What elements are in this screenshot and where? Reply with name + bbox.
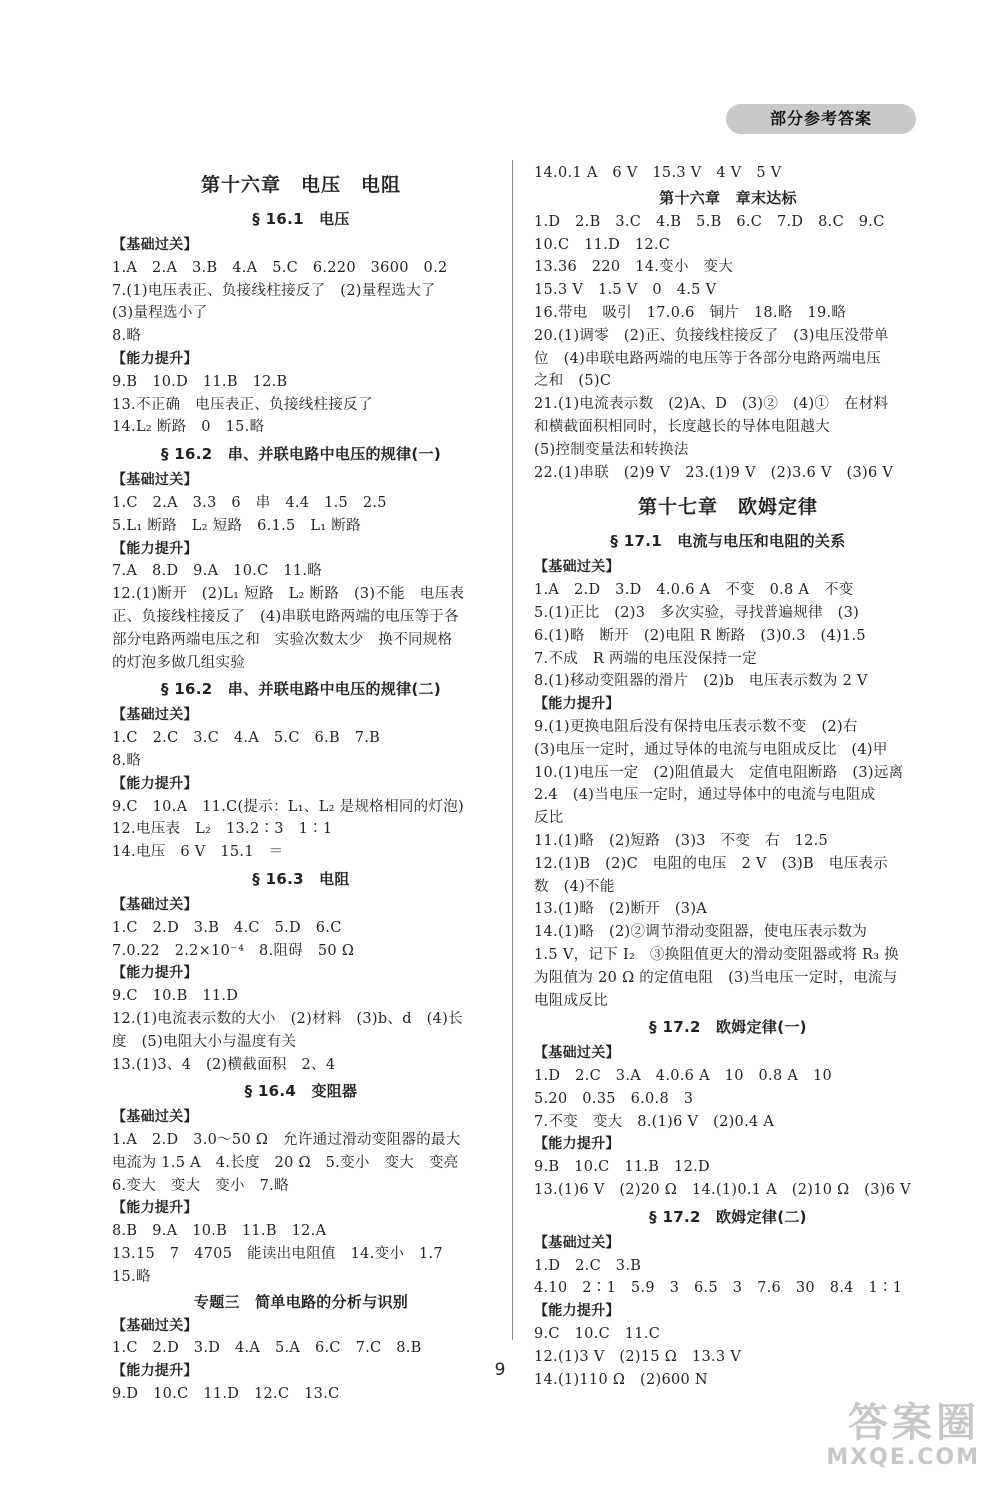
answer-line: 9.B 10.C 11.B 12.D bbox=[534, 1159, 710, 1176]
answer-line: 1.5 V，记下 I₂ ③换阻值更大的滑动变阻器或将 R₃ 换 bbox=[534, 946, 900, 963]
chapter-title: 第十六章 电压 电阻 bbox=[200, 174, 401, 196]
category-tag: 【能力提升】 bbox=[112, 965, 198, 982]
answer-line: 电阻成反比 bbox=[534, 992, 608, 1009]
answer-line: 6.(1)略 断开 (2)电阻 R 断路 (3)0.3 (4)1.5 bbox=[534, 627, 866, 644]
answer-line: 10.C 11.D 12.C bbox=[534, 236, 671, 253]
section-heading: § 16.1 电压 bbox=[252, 210, 350, 228]
section-heading: § 17.1 电流与电压和电阻的关系 bbox=[610, 532, 846, 551]
answer-line: 7.A 8.D 9.A 10.C 11.略 bbox=[112, 563, 323, 580]
answer-line: 和横截面积相同时，长度越长的导体电阻越大 bbox=[534, 418, 830, 435]
section-heading: § 16.4 变阻器 bbox=[244, 1082, 358, 1101]
answer-line: 11.(1)略 (2)短路 (3)3 不变 右 12.5 bbox=[534, 832, 829, 849]
answer-line: 正、负接线柱接反了 (4)串联电路两端的电压等于各 bbox=[112, 608, 460, 625]
right-column bbox=[534, 162, 922, 1391]
answer-line: 12.(1)断开 (2)L₁ 短路 L₂ 断路 (3)不能 电压表 bbox=[112, 586, 465, 603]
section-heading: § 16.2 串、并联电路中电压的规律(一) bbox=[160, 445, 442, 464]
answer-line: 之和 (5)C bbox=[534, 373, 612, 390]
category-tag: 【能力提升】 bbox=[112, 775, 198, 792]
category-tag: 【基础过关】 bbox=[112, 472, 198, 489]
watermark bbox=[826, 1401, 980, 1471]
category-tag: 【能力提升】 bbox=[534, 696, 620, 713]
answer-line: 2.4 (4)当电压一定时，通过导体中的电流与电阻成 bbox=[534, 787, 876, 804]
answer-line: 13.(1)6 V (2)20 Ω 14.(1)0.1 A (2)10 Ω (3)6 V bbox=[534, 1182, 911, 1199]
category-tag: 【能力提升】 bbox=[534, 1136, 620, 1153]
answer-line: 20.(1)调零 (2)正、负接线柱接反了 (3)电压没带单 bbox=[534, 327, 889, 344]
category-tag: 【能力提升】 bbox=[534, 1303, 620, 1320]
answer-line: (3)电压一定时，通过导体的电流与电阻成反比 (4)甲 bbox=[534, 741, 888, 758]
answer-line: 4.10 2∶1 5.9 3 6.5 3 7.6 30 8.4 1∶1 bbox=[534, 1280, 903, 1297]
answer-line: 1.D 2.C 3.B bbox=[534, 1257, 642, 1274]
watermark-url: MXQE.COM bbox=[826, 1445, 980, 1470]
category-tag: 【基础过关】 bbox=[112, 1317, 198, 1334]
answer-line: (5)控制变量法和转换法 bbox=[534, 441, 689, 458]
answer-line: 14.L₂ 断路 0 15.略 bbox=[112, 419, 265, 436]
answer-line: 8.略 bbox=[112, 752, 142, 769]
answer-line: 13.(1)3、4 (2)横截面积 2、4 bbox=[112, 1056, 336, 1073]
category-tag: 【能力提升】 bbox=[112, 540, 198, 557]
column-divider bbox=[512, 160, 513, 1340]
category-tag: 【基础过关】 bbox=[534, 1234, 620, 1251]
answer-line: 1.D 2.C 3.A 4.0.6 A 10 0.8 A 10 bbox=[534, 1068, 833, 1085]
answer-line: 7.不变 变大 8.(1)6 V (2)0.4 A bbox=[534, 1113, 775, 1130]
watermark-logo: 答案圈 bbox=[848, 1400, 980, 1446]
answer-line: 12.(1)电流表示数的大小 (2)材料 (3)b、d (4)长 bbox=[112, 1010, 463, 1027]
page-number: 9 bbox=[494, 1360, 506, 1380]
answer-line: 12.(1)B (2)C 电阻的电压 2 V (3)B 电压表示 bbox=[534, 855, 888, 872]
answer-line: 1.D 2.B 3.C 4.B 5.B 6.C 7.D 8.C 9.C bbox=[534, 213, 885, 230]
answer-line: 13.15 7 4705 能读出电阻值 14.变小 1.7 bbox=[112, 1246, 443, 1263]
answer-line: 9.C 10.A 11.C(提示：L₁、L₂ 是规格相同的灯泡) bbox=[112, 798, 465, 815]
answer-line: 21.(1)电流表示数 (2)A、D (3)② (4)① 在材料 bbox=[534, 396, 889, 413]
answer-line: 7.(1)电压表正、负接线柱接反了 (2)量程选大了 bbox=[112, 282, 436, 299]
answer-line: 7.0.22 2.2×10⁻⁴ 8.阻碍 50 Ω bbox=[112, 942, 355, 959]
subsection-heading: 第十六章 章末达标 bbox=[659, 188, 797, 207]
category-tag: 【能力提升】 bbox=[112, 1200, 198, 1217]
answer-line: 13.36 220 14.变小 变大 bbox=[534, 259, 734, 276]
category-tag: 【基础过关】 bbox=[534, 1045, 620, 1062]
answer-line: 13.不正确 电压表正、负接线柱接反了 bbox=[112, 396, 373, 413]
answer-line: 8.(1)移动变阻器的滑片 (2)b 电压表示数为 2 V bbox=[534, 673, 868, 690]
section-badge: 部分参考答案 bbox=[726, 104, 916, 134]
answer-line: 1.A 2.D 3.0～50 Ω 允许通过滑动变阻器的最大 bbox=[112, 1132, 461, 1149]
answer-line: 5.L₁ 断路 L₂ 短路 6.1.5 L₁ 断路 bbox=[112, 517, 361, 534]
answer-line: 1.C 2.D 3.B 4.C 5.D 6.C bbox=[112, 919, 342, 936]
answer-line: 9.C 10.B 11.D bbox=[112, 988, 239, 1005]
answer-line: 15.略 bbox=[112, 1268, 151, 1285]
answer-line: 6.变大 变大 变小 7.略 bbox=[112, 1177, 289, 1194]
answer-line: 22.(1)串联 (2)9 V 23.(1)9 V (2)3.6 V (3)6 V bbox=[534, 464, 894, 481]
answer-line: 14.电压 6 V 15.1 ＝ bbox=[112, 844, 284, 861]
answer-line: 15.3 V 1.5 V 0 4.5 V bbox=[534, 282, 717, 299]
answer-line: 8.略 bbox=[112, 328, 142, 345]
category-tag: 【基础过关】 bbox=[112, 237, 198, 253]
answer-line: 9.(1)更换电阻后没有保持电压表示数不变 (2)右 bbox=[534, 718, 858, 735]
answer-line: 反比 bbox=[534, 810, 564, 827]
answer-line: 13.(1)略 (2)断开 (3)A bbox=[534, 901, 708, 918]
category-tag: 【基础过关】 bbox=[112, 1109, 198, 1126]
chapter-title: 第十七章 欧姆定律 bbox=[637, 496, 818, 519]
category-tag: 【基础过关】 bbox=[112, 896, 198, 913]
answer-line: 电流为 1.5 A 4.长度 20 Ω 5.变小 变大 变亮 bbox=[112, 1154, 459, 1171]
left-column bbox=[112, 162, 490, 1406]
answer-line: 12.电压表 L₂ 13.2∶3 1∶1 bbox=[112, 821, 333, 838]
answer-line: 度 (5)电阻大小与温度有关 bbox=[112, 1033, 297, 1050]
answer-line: 10.(1)电压一定 (2)阻值最大 定值电阻断路 (3)远离 bbox=[534, 764, 904, 781]
answer-line: 14.(1)略 (2)②调节滑动变阻器，使电压表示数为 bbox=[534, 924, 868, 941]
answer-line: 5.(1)正比 (2)3 多次实验，寻找普遍规律 (3) bbox=[534, 604, 860, 621]
answer-line: 8.B 9.A 10.B 11.B 12.A bbox=[112, 1223, 327, 1240]
answer-line: 16.带电 吸引 17.0.6 铜片 18.略 19.略 bbox=[534, 304, 847, 321]
section-heading: § 16.3 电阻 bbox=[252, 869, 350, 888]
answer-line: 14.0.1 A 6 V 15.3 V 4 V 5 V bbox=[534, 165, 782, 181]
answer-line: 7.不成 R 两端的电压没保持一定 bbox=[534, 650, 757, 667]
answer-line: 5.20 0.35 6.0.8 3 bbox=[534, 1090, 694, 1107]
answer-line: 14.(1)110 Ω (2)600 N bbox=[534, 1371, 708, 1388]
section-heading: § 16.2 串、并联电路中电压的规律(二) bbox=[160, 680, 442, 699]
answer-line: 位 (4)串联电路两端的电压等于各部分电路两端电压 bbox=[534, 350, 882, 367]
answer-line: 9.C 10.C 11.C bbox=[534, 1326, 661, 1343]
category-tag: 【基础过关】 bbox=[112, 707, 198, 724]
category-tag: 【能力提升】 bbox=[112, 350, 198, 367]
answer-line: 数 (4)不能 bbox=[534, 878, 615, 895]
answer-line: 1.A 2.D 3.D 4.0.6 A 不变 0.8 A 不变 bbox=[534, 582, 854, 599]
answer-line: 部分电路两端电压之和 实验次数太少 换不同规格 bbox=[112, 631, 453, 648]
answer-line: 1.C 2.A 3.3 6 串 4.4 1.5 2.5 bbox=[112, 494, 387, 511]
answer-line: 1.C 2.D 3.D 4.A 5.A 6.C 7.C 8.B bbox=[112, 1340, 422, 1357]
answer-line: 1.C 2.C 3.C 4.A 5.C 6.B 7.B bbox=[112, 730, 381, 747]
section-heading: § 17.2 欧姆定律(二) bbox=[649, 1207, 807, 1226]
answer-line: (3)量程选小了 bbox=[112, 305, 208, 322]
answer-line: 9.B 10.D 11.B 12.B bbox=[112, 373, 288, 390]
subsection-heading: 专题三 简单电路的分析与识别 bbox=[193, 1292, 409, 1311]
category-tag: 【基础过关】 bbox=[534, 559, 620, 576]
section-heading: § 17.2 欧姆定律(一) bbox=[649, 1018, 807, 1037]
answer-line: 12.(1)3 V (2)15 Ω 13.3 V bbox=[534, 1348, 742, 1365]
category-tag: 【能力提升】 bbox=[112, 1363, 198, 1380]
answer-line: 的灯泡多做几组实验 bbox=[112, 654, 246, 671]
answer-line: 9.D 10.C 11.D 12.C 13.C bbox=[112, 1386, 340, 1403]
answer-line: 1.A 2.A 3.B 4.A 5.C 6.220 3600 0.2 bbox=[112, 259, 448, 276]
answer-line: 为阻值为 20 Ω 的定值电阻 (3)当电压一定时，电流与 bbox=[534, 969, 898, 986]
